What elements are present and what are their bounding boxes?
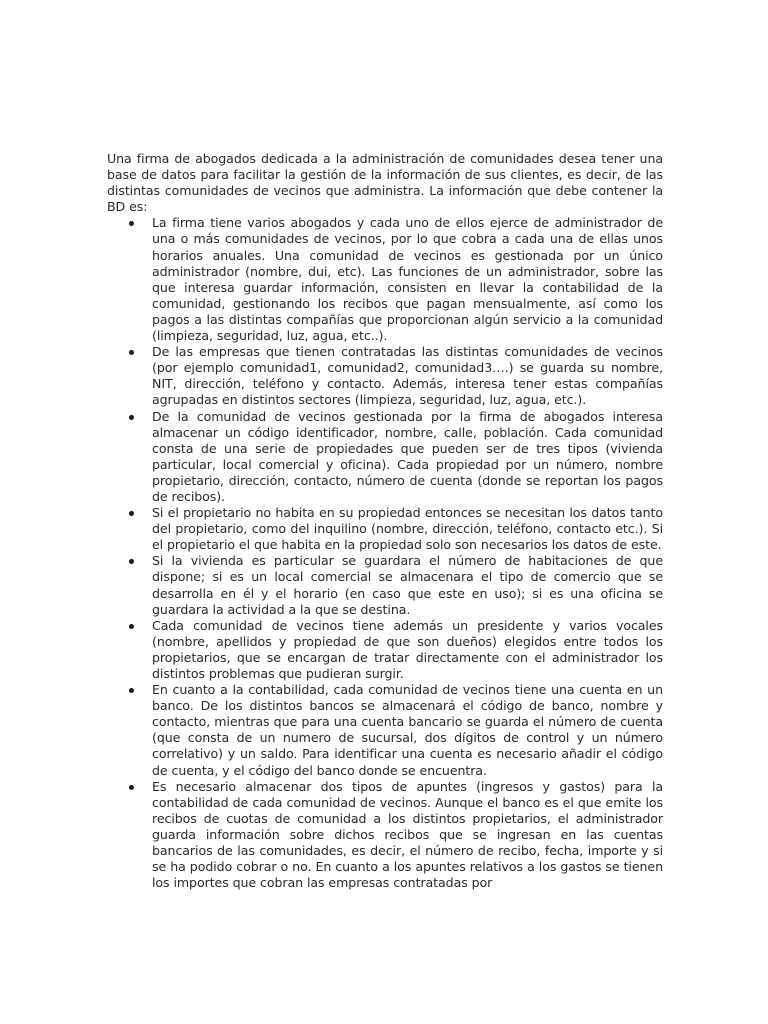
list-item-text: De la comunidad de vecinos gestionada por la firma de abogados interesa almacenar un código identificador, nombre, calle, población. Cada comunidad consta de una serie de propiedades que pueden ser de tres tipos (vivienda particular, local comercial y oficina). Cada propiedad por un número, nombre propietario, dirección, contacto, número de cuenta (donde se reportan los pagos de recibos). — [152, 408, 663, 504]
list-item — [107, 553, 663, 617]
list-item-text: Si el propietario no habita en su propiedad entonces se necesitan los datos tanto del propietario, como del inquilino (nombre, dirección, teléfono, contacto etc.). Si el propietario el que habita en la propiedad solo son necesarios los datos de este. — [152, 505, 663, 553]
list-item-text: De las empresas que tienen contratadas las distintas comunidades de vecinos (por ejemplo comunidad1, comunidad2, comunidad3….) se guarda su nombre, NIT, dirección, teléfono y contacto. Además, interesa tener estas compañías agrupadas en distintos sectores (limpieza, seguridad, luz, agua, etc.). — [152, 344, 663, 408]
bullet-icon — [129, 221, 134, 226]
list-item-text: Cada comunidad de vecinos tiene además un presidente y varios vocales (nombre, apellidos y propiedad de que son dueños) elegidos entre todos los propietarios, que se encargan de tratar directamente con el administrador los distintos problemas que pudieran surgir. — [152, 617, 663, 681]
list-item — [107, 505, 663, 553]
list-item — [107, 618, 663, 682]
list-item-text: La firma tiene varios abogados y cada uno de ellos ejerce de administrador de una o más comunidades de vecinos, por lo que cobra a cada una de ellas unos horarios anuales. Una comunidad de vecinos es gestionada por un único administrador (nombre, dui, etc). Las funciones de un administrador, sobre las que interesa guardar información, consisten en llevar la contabilidad de la comunidad, gestionando los recibos que pagan mensualmente, así como los pagos a las distintas compañías que proporcionan algún servicio a la comunidad (limpieza, seguridad, luz, agua, etc..). — [152, 215, 663, 344]
bullet-icon — [129, 559, 134, 564]
requirements-list — [107, 215, 663, 891]
list-item-text: Es necesario almacenar dos tipos de apuntes (ingresos y gastos) para la contabilidad de cada comunidad de vecinos. Aunque el banco es el que emite los recibos de cuotas de comunidad a los distintos propietarios, el administrador guarda información sobre dichos recibos que se ingresan en las cuentas bancarios de las comunidades, es decir, el número de recibo, fecha, importe y si se ha podido cobrar o no. En cuanto a los apuntes relativos a los gastos se tienen los importes que cobran las empresas contratadas por — [152, 778, 663, 891]
list-item-text: Si la vivienda es particular se guardara el número de habitaciones de que dispone; si es un local comercial se almacenara el tipo de comercio que se desarrolla en él y el horario (en caso que este en uso); si es una oficina se guardara la actividad a la que se destina. — [152, 553, 663, 617]
bullet-icon — [129, 415, 134, 420]
bullet-icon — [129, 350, 134, 355]
bullet-icon — [129, 785, 134, 790]
bullet-icon — [129, 624, 134, 629]
list-item — [107, 344, 663, 408]
list-item — [107, 409, 663, 506]
list-item — [107, 215, 663, 344]
list-item — [107, 682, 663, 779]
intro-paragraph: Una firma de abogados dedicada a la administración de comunidades desea tener una base de datos para facilitar la gestión de la información de sus clientes, es decir, de las distintas comunidades de vecinos que administra. La información que debe contener la BD es: — [107, 151, 663, 215]
bullet-icon — [129, 688, 134, 693]
list-item-text: En cuanto a la contabilidad, cada comunidad de vecinos tiene una cuenta en un banco. De los distintos bancos se almacenará el código de banco, nombre y contacto, mientras que para una cuenta bancario se guarda el número de cuenta (que consta de un numero de sucursal, dos dígitos de control y un número correlativo) y un saldo. Para identificar una cuenta es necesario añadir el código de cuenta, y el código del banco donde se encuentra. — [152, 682, 663, 778]
document-body — [107, 151, 663, 891]
bullet-icon — [129, 511, 134, 516]
list-item — [107, 779, 663, 892]
